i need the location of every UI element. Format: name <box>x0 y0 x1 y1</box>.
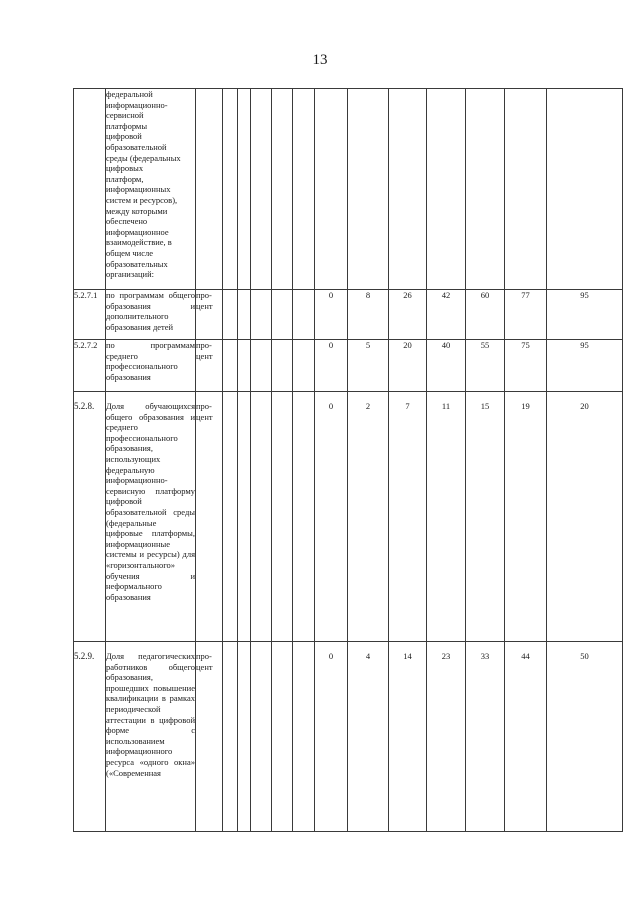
empty-cell <box>251 642 272 832</box>
value-cell: 77 <box>505 290 547 340</box>
row-description: Доля педагогических работников общего образования, прошедших повышение квалификации в рамках периодической аттестации в цифровой форме с использованием информационного ресурса «одного окна» («Современная <box>106 642 196 832</box>
row-unit: про- цент <box>196 290 223 340</box>
value-cell: 55 <box>466 340 505 392</box>
empty-cell <box>293 89 315 290</box>
row-unit: про- цент <box>196 642 223 832</box>
table-row <box>74 290 623 340</box>
empty-cell <box>251 340 272 392</box>
indicators-table <box>73 88 623 832</box>
empty-cell <box>272 290 293 340</box>
row-description: по программам среднего профессионального образования <box>106 340 196 392</box>
value-cell: 75 <box>505 340 547 392</box>
value-cell <box>547 89 623 290</box>
empty-cell <box>238 642 251 832</box>
empty-cell <box>223 89 238 290</box>
table-row <box>74 340 623 392</box>
value-cell: 33 <box>466 642 505 832</box>
empty-cell <box>251 392 272 642</box>
value-cell: 20 <box>389 340 427 392</box>
value-cell: 4 <box>348 642 389 832</box>
row-description: по программам общего образования и дополнительного образования детей <box>106 290 196 340</box>
empty-cell <box>238 89 251 290</box>
value-cell: 42 <box>427 290 466 340</box>
value-cell <box>315 89 348 290</box>
value-cell: 8 <box>348 290 389 340</box>
page-number: 13 <box>312 52 328 68</box>
value-cell: 0 <box>315 392 348 642</box>
empty-cell <box>272 642 293 832</box>
value-cell <box>427 89 466 290</box>
empty-cell <box>293 290 315 340</box>
row-description: Доля обучающихся общего образования и среднего профессионального образования, использующих федеральную информационно-сервисную платформу цифровой образовательной среды (федеральные цифровые платформы, информационные системы и ресурсы) для «горизонтального» обучения и неформального образования <box>106 392 196 642</box>
value-cell: 95 <box>547 290 623 340</box>
value-cell: 7 <box>389 392 427 642</box>
empty-cell <box>293 392 315 642</box>
row-unit: про- цент <box>196 340 223 392</box>
row-unit <box>196 89 223 290</box>
row-description: федеральной информационно- сервисной платформы цифровой образовательной среды (федеральных цифровых платформ, информационных систем и ресурсов), между которыми обеспечено информационное взаимодействие, в общем числе образовательных организаций: <box>106 89 196 290</box>
value-cell <box>389 89 427 290</box>
row-id <box>74 89 106 290</box>
value-cell: 23 <box>427 642 466 832</box>
row-id: 5.2.9. <box>74 642 106 832</box>
value-cell <box>505 89 547 290</box>
empty-cell <box>293 642 315 832</box>
row-unit: про- цент <box>196 392 223 642</box>
table-row <box>74 642 623 832</box>
table-row <box>74 392 623 642</box>
value-cell: 0 <box>315 642 348 832</box>
empty-cell <box>223 642 238 832</box>
empty-cell <box>293 340 315 392</box>
value-cell: 26 <box>389 290 427 340</box>
value-cell: 0 <box>315 340 348 392</box>
value-cell: 2 <box>348 392 389 642</box>
row-id: 5.2.7.2 <box>74 340 106 392</box>
empty-cell <box>238 392 251 642</box>
value-cell: 0 <box>315 290 348 340</box>
value-cell: 5 <box>348 340 389 392</box>
empty-cell <box>223 290 238 340</box>
value-cell: 14 <box>389 642 427 832</box>
value-cell: 95 <box>547 340 623 392</box>
value-cell: 15 <box>466 392 505 642</box>
value-cell: 50 <box>547 642 623 832</box>
value-cell: 20 <box>547 392 623 642</box>
empty-cell <box>272 392 293 642</box>
empty-cell <box>223 392 238 642</box>
value-cell: 40 <box>427 340 466 392</box>
table-row <box>74 89 623 290</box>
value-cell <box>348 89 389 290</box>
value-cell: 60 <box>466 290 505 340</box>
empty-cell <box>272 340 293 392</box>
value-cell: 44 <box>505 642 547 832</box>
empty-cell <box>272 89 293 290</box>
value-cell: 19 <box>505 392 547 642</box>
empty-cell <box>238 340 251 392</box>
empty-cell <box>223 340 238 392</box>
empty-cell <box>251 290 272 340</box>
empty-cell <box>238 290 251 340</box>
value-cell <box>466 89 505 290</box>
row-id: 5.2.7.1 <box>74 290 106 340</box>
empty-cell <box>251 89 272 290</box>
row-id: 5.2.8. <box>74 392 106 642</box>
value-cell: 11 <box>427 392 466 642</box>
